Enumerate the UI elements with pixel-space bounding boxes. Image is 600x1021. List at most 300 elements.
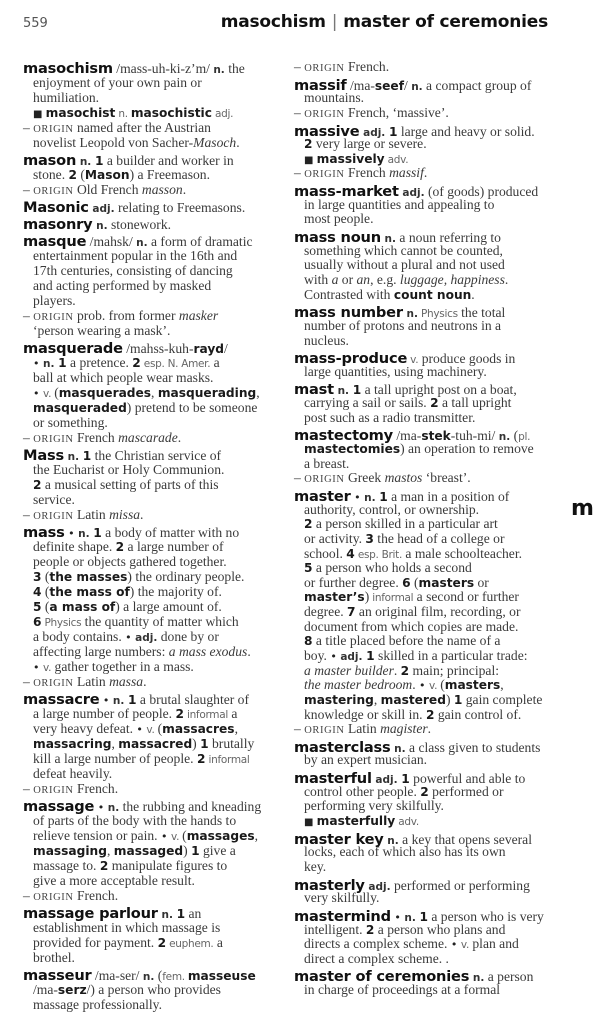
- bold-text: 2: [175, 707, 184, 721]
- italic-text: an: [356, 271, 371, 287]
- definition-text: a male schoolteacher.: [401, 545, 523, 561]
- definition-text: /mass-uh-ki-z’m/: [112, 61, 214, 76]
- definition-text: prob. from former: [73, 308, 179, 323]
- entry-line: [23, 524, 285, 539]
- bold-text: 2: [425, 707, 435, 722]
- bold-text: 6: [33, 615, 42, 629]
- definition-text: /mahss-kuh-: [122, 341, 194, 356]
- definition-text: –: [294, 470, 305, 486]
- usage-label: informal: [369, 592, 414, 605]
- entry-line: [294, 708, 556, 723]
- bold-text: 6: [402, 575, 411, 590]
- origin-label: ORIGIN: [304, 725, 345, 737]
- definition-text: gain control of.: [434, 706, 522, 722]
- definition-text: a large number of: [124, 539, 224, 554]
- entry-line: [294, 952, 556, 967]
- bold-text: master’s: [304, 590, 365, 605]
- definition-text: , e.g.: [370, 271, 400, 287]
- entry-line: [23, 905, 285, 920]
- entry-line: [294, 576, 556, 591]
- usage-label: esp. N. Amer.: [140, 358, 211, 370]
- part-of-speech-label: adj.: [398, 187, 425, 200]
- usage-label: v.: [429, 680, 441, 693]
- definition-text: (: [440, 677, 445, 693]
- definition-text: –: [23, 120, 34, 135]
- definition-text: .: [393, 662, 401, 678]
- bold-text: seef: [374, 78, 404, 93]
- dictionary-entry: [23, 216, 285, 231]
- part-of-speech-label: n.: [78, 528, 94, 540]
- bold-text: 2: [400, 663, 410, 678]
- definition-text: boy.: [304, 647, 331, 663]
- entry-line: [294, 590, 556, 605]
- dictionary-entry: [23, 199, 285, 214]
- definition-text: players.: [33, 293, 76, 308]
- definition-text: /: [224, 341, 228, 356]
- entry-line: [23, 997, 285, 1012]
- definition-text: (: [510, 428, 519, 444]
- definition-text: novelist Leopold von Sacher-: [33, 135, 194, 150]
- bold-text: massaging: [33, 844, 107, 858]
- part-of-speech-label: n.: [63, 451, 83, 463]
- entry-line: [23, 477, 285, 492]
- dictionary-entry: [294, 350, 556, 379]
- definition-text: skilled in a particular trade:: [374, 647, 528, 663]
- definition-text: or something.: [33, 415, 108, 430]
- definition-text: –: [23, 781, 34, 796]
- part-of-speech-label: n.: [43, 358, 59, 370]
- definition-text: definite shape.: [33, 539, 116, 554]
- definition-text: (: [76, 167, 85, 182]
- entry-line: [294, 678, 556, 693]
- bold-text: serz: [57, 983, 87, 997]
- definition-text: –: [23, 507, 34, 522]
- bold-text: masquerading: [157, 386, 257, 400]
- bold-text: the masses: [49, 570, 128, 584]
- definition-text: ) a Freemason.: [129, 167, 210, 182]
- bold-text: 1: [388, 124, 398, 139]
- bold-text: 4: [33, 585, 42, 599]
- dictionary-entry: [23, 340, 285, 445]
- definition-text: a builder and worker in: [103, 153, 234, 168]
- definition-text: service.: [33, 492, 75, 507]
- entry-line: [294, 137, 556, 152]
- entry-line: [294, 649, 556, 664]
- bullet-icon: •: [350, 490, 365, 504]
- headword: massage: [23, 798, 95, 815]
- bullet-icon: •: [450, 938, 461, 952]
- entry-line: [294, 60, 556, 75]
- entry-line: [23, 691, 285, 706]
- usage-label: esp. Brit.: [354, 548, 402, 561]
- origin-label: ORIGIN: [33, 124, 74, 135]
- definition-text: give a more acceptable result.: [33, 873, 195, 888]
- entry-line: [23, 135, 285, 150]
- bold-text: masseuse: [187, 969, 256, 983]
- entry-line: [23, 674, 285, 689]
- definition-text: number of protons and neutrons in a: [304, 317, 502, 333]
- entry-line: [23, 584, 285, 599]
- definition-text: a large number of people.: [33, 706, 176, 721]
- origin-label: ORIGIN: [304, 108, 345, 120]
- origin-label: ORIGIN: [304, 63, 345, 74]
- entry-line: [294, 91, 556, 106]
- definition-text: provided for payment.: [33, 935, 158, 950]
- bold-text: masqueraded: [33, 401, 127, 415]
- bold-text: 2: [157, 936, 167, 950]
- definition-text: –: [294, 59, 305, 74]
- italic-text: a: [331, 271, 339, 287]
- bullet-icon: •: [99, 694, 113, 707]
- definition-text: /) a person who provides: [86, 982, 221, 997]
- dictionary-entry: [294, 877, 556, 906]
- headword: Mass: [23, 447, 64, 464]
- entry-line: [23, 385, 285, 400]
- entry-line: [294, 845, 556, 860]
- dictionary-entry: [294, 908, 556, 967]
- definition-text: give a: [199, 843, 236, 858]
- bold-text: 2: [430, 396, 439, 411]
- origin-label: ORIGIN: [33, 892, 74, 903]
- entry-line: [23, 199, 285, 214]
- definition-text: gain complete: [462, 691, 543, 707]
- definition-text: a form of dramatic: [147, 234, 253, 249]
- entry-line: [294, 908, 556, 923]
- entry-line: [23, 340, 285, 355]
- dictionary-entry: [294, 123, 556, 182]
- entry-line: [294, 183, 556, 201]
- bold-text: 1: [379, 489, 388, 504]
- part-of-speech-label: n.: [136, 237, 148, 249]
- definition-text: authority, control, or ownership.: [304, 501, 480, 517]
- bullet-icon: •: [33, 387, 43, 400]
- entry-line: [23, 766, 285, 781]
- definition-text: an original film, recording, or: [355, 604, 521, 620]
- entry-line: [23, 828, 285, 843]
- italic-text: the master bedroom: [304, 677, 413, 693]
- entry-line: [294, 877, 556, 892]
- bold-text: masochist: [45, 106, 116, 120]
- definition-text: .: [423, 165, 428, 181]
- entry-line: [23, 644, 285, 659]
- definition-text: Latin: [73, 507, 110, 522]
- entry-line: [294, 891, 556, 906]
- definition-text: locks, each of which also has its own: [304, 844, 506, 860]
- entry-line: [294, 860, 556, 875]
- part-of-speech-label: n.: [112, 695, 129, 707]
- dictionary-entry: [294, 770, 556, 829]
- definition-text: a compact group of: [422, 77, 532, 93]
- definition-text: ) the majority of.: [129, 584, 222, 599]
- thumb-index-letter: m: [571, 496, 594, 521]
- entry-line: [294, 334, 556, 349]
- definition-text: –: [294, 165, 305, 181]
- definition-text: /: [404, 77, 412, 93]
- bold-text: 1: [200, 737, 209, 751]
- italic-text: magister: [380, 721, 428, 737]
- dictionary-entry: [294, 488, 556, 737]
- entry-line: [23, 355, 285, 370]
- bold-text: 1: [94, 154, 104, 168]
- definition-text: stonework.: [107, 217, 172, 232]
- definition-text: ,: [500, 677, 504, 693]
- usage-label: adv.: [395, 816, 419, 829]
- definition-text: –: [294, 721, 305, 737]
- entry-line: [294, 605, 556, 620]
- bullet-icon: •: [330, 649, 341, 663]
- part-of-speech-label: n.: [380, 233, 397, 246]
- entry-line: [23, 120, 285, 135]
- entry-line: [294, 365, 556, 380]
- entry-line: [294, 722, 556, 737]
- definition-text: a brutal slaughter of: [136, 692, 250, 707]
- definition-text: French: [73, 430, 119, 445]
- right-column: [294, 60, 556, 1000]
- entry-line: [23, 982, 285, 997]
- definition-text: ) pretend to be someone: [126, 400, 258, 415]
- entry-line: [294, 229, 556, 247]
- headword: mast: [294, 381, 334, 399]
- definition-text: carrying a sail or sails.: [304, 395, 431, 411]
- definition-text: French, ‘massive’.: [344, 104, 449, 120]
- part-of-speech-label: n.: [411, 80, 423, 93]
- entry-line: [294, 212, 556, 227]
- entry-line: [294, 785, 556, 800]
- entry-line: [23, 415, 285, 430]
- entry-line: [23, 248, 285, 263]
- bold-text: massacring: [33, 737, 112, 751]
- entry-line: [294, 471, 556, 486]
- running-head-last-word: master of ceremonies: [343, 12, 548, 32]
- headword: masquerade: [23, 340, 123, 357]
- bold-text: 2: [33, 478, 42, 492]
- entry-line: [294, 123, 556, 138]
- usage-label: adv.: [384, 153, 409, 166]
- italic-text: mascarade: [118, 430, 178, 445]
- dictionary-entry: [23, 967, 285, 1012]
- italic-text: missa: [109, 507, 141, 522]
- entry-line: [23, 888, 285, 903]
- definition-text: massage professionally.: [33, 997, 162, 1012]
- headword: masterly: [294, 876, 365, 894]
- dictionary-entry: [294, 381, 556, 425]
- definition-text: ): [364, 589, 370, 605]
- definition-text: .: [504, 271, 509, 287]
- definition-text: brothel.: [33, 950, 75, 965]
- definition-text: a body of matter with no: [101, 525, 240, 540]
- definition-text: -tuh-mi/: [450, 428, 499, 444]
- entry-line: [294, 620, 556, 635]
- definition-text: or: [338, 271, 357, 287]
- definition-text: ,: [256, 385, 260, 400]
- bold-text: 1: [176, 907, 186, 921]
- entry-line: [23, 629, 285, 644]
- usage-label: v.: [170, 831, 183, 843]
- entry-line: [23, 182, 285, 197]
- definition-text: –: [23, 888, 34, 903]
- definition-text: relieve tension or pain.: [33, 828, 161, 843]
- definition-text: in large quantities and appealing to: [304, 196, 495, 212]
- dictionary-entry: [294, 60, 556, 75]
- origin-label: ORIGIN: [304, 474, 345, 486]
- dictionary-entry: [294, 77, 556, 121]
- definition-text: French: [344, 165, 390, 181]
- bullet-icon: •: [33, 661, 43, 674]
- bold-text: 5: [304, 561, 313, 576]
- entry-line: [294, 198, 556, 213]
- entry-line: [294, 503, 556, 518]
- definition-text: defeat heavily.: [33, 766, 113, 781]
- headword: masque: [23, 233, 87, 250]
- definition-text: a man in a position of: [387, 488, 510, 504]
- definition-text: a tall upright: [438, 395, 512, 411]
- definition-text: a person who holds a second: [312, 560, 472, 576]
- definition-text: the rubbing and kneading: [119, 799, 262, 814]
- bullet-icon: •: [419, 679, 430, 693]
- definition-text: the total: [457, 305, 506, 321]
- bold-text: mastered: [380, 692, 446, 707]
- part-of-speech-label: n.: [107, 802, 120, 814]
- definition-text: ,: [234, 721, 238, 736]
- definition-text: /ma-: [346, 77, 375, 93]
- headword: Masonic: [23, 199, 89, 216]
- definition-text: (: [157, 721, 163, 736]
- definition-text: (: [41, 599, 50, 614]
- definition-text: humiliation.: [33, 90, 100, 105]
- entry-line: [294, 381, 556, 399]
- definition-text: a title placed before the name of a: [312, 633, 501, 649]
- dictionary-entry: [23, 798, 285, 903]
- part-of-speech-label: n.: [402, 308, 418, 321]
- entry-line: [294, 814, 556, 829]
- part-of-speech-label: n.: [383, 834, 399, 847]
- bold-text: 2: [304, 137, 313, 152]
- definition-text: very skilfully.: [304, 890, 380, 906]
- entry-line: [294, 693, 556, 708]
- definition-text: Latin: [344, 721, 381, 737]
- headword: massage parlour: [23, 905, 158, 922]
- italic-text: mastos: [384, 470, 423, 486]
- entry-line: [294, 664, 556, 679]
- definition-text: in charge of proceedings at a formal: [304, 982, 501, 998]
- definition-text: a breast.: [304, 455, 350, 471]
- headword: mass noun: [294, 229, 381, 247]
- definition-text: powerful and able to: [409, 771, 526, 787]
- definition-text: /ma-: [393, 428, 422, 444]
- entry-line: [294, 319, 556, 334]
- definition-text: ): [445, 691, 454, 707]
- entry-line: [23, 614, 285, 629]
- headword: mass-market: [294, 183, 399, 201]
- definition-text: manipulate figures to: [108, 858, 228, 873]
- definition-text: (: [154, 968, 163, 983]
- definition-text: knowledge or skill in.: [304, 706, 426, 722]
- entry-line: [294, 799, 556, 814]
- bold-text: 1: [352, 383, 362, 398]
- square-bullet-icon: ■: [304, 154, 317, 166]
- dictionary-entry: [294, 304, 556, 348]
- definition-text: stone.: [33, 167, 69, 182]
- definition-text: enjoyment of your own pain or: [33, 75, 202, 90]
- entry-line: [23, 920, 285, 935]
- dictionary-entry: [294, 968, 556, 997]
- usage-label: fem.: [162, 971, 188, 983]
- definition-text: with: [304, 271, 332, 287]
- definition-text: Latin: [73, 674, 110, 689]
- definition-text: plan and: [468, 936, 519, 952]
- bold-text: 2: [132, 356, 141, 370]
- definition-text: .: [182, 182, 187, 197]
- running-head-separator: |: [331, 12, 338, 32]
- definition-text: ): [183, 843, 192, 858]
- definition-text: or: [474, 574, 489, 590]
- usage-label: pl.: [518, 431, 531, 444]
- headword: masseur: [23, 967, 92, 984]
- definition-text: a: [213, 935, 223, 950]
- definition-text: a body contains.: [33, 629, 126, 644]
- bold-text: 8: [304, 634, 313, 649]
- bold-text: 1: [366, 648, 375, 663]
- usage-label: v.: [407, 354, 419, 367]
- left-column: [23, 60, 285, 1014]
- entry-line: [23, 843, 285, 858]
- definition-text: (of goods) produced: [424, 184, 539, 200]
- part-of-speech-label: adj.: [364, 880, 391, 893]
- entry-line: [23, 507, 285, 522]
- definition-text: post such as a radio transmitter.: [304, 409, 476, 425]
- definition-text: massage to.: [33, 858, 100, 873]
- entry-line: [294, 442, 556, 457]
- definition-text: ) an operation to remove: [400, 441, 534, 457]
- bullet-icon: •: [125, 631, 136, 644]
- definition-text: an: [185, 906, 202, 921]
- bold-text: rayd: [193, 342, 225, 356]
- bullet-icon: •: [33, 357, 43, 370]
- bold-text: count noun: [393, 287, 472, 302]
- entry-line: [294, 547, 556, 562]
- italic-text: massif: [389, 165, 424, 181]
- entry-line: [23, 967, 285, 982]
- definition-text: usually without a plural and not used: [304, 257, 505, 273]
- definition-text: the Christian service of: [91, 448, 222, 463]
- bold-text: stek: [421, 429, 451, 444]
- entry-line: [294, 244, 556, 259]
- origin-label: ORIGIN: [33, 312, 74, 323]
- entry-line: [294, 288, 556, 303]
- entry-line: [23, 935, 285, 950]
- italic-text: massa: [109, 674, 144, 689]
- bullet-icon: •: [94, 801, 108, 814]
- entry-line: [294, 561, 556, 576]
- headword: massif: [294, 76, 347, 94]
- usage-label: Physics: [417, 308, 458, 321]
- italic-text: luggage, happiness: [399, 271, 505, 287]
- bold-text: masters: [444, 678, 501, 693]
- definition-text: Old French: [73, 182, 142, 197]
- entry-line: [23, 599, 285, 614]
- part-of-speech-label: adj.: [371, 774, 402, 787]
- entry-line: [23, 167, 285, 182]
- origin-label: ORIGIN: [33, 511, 74, 522]
- part-of-speech-label: n.: [157, 909, 177, 921]
- entry-line: [23, 263, 285, 278]
- bold-text: 3: [33, 570, 42, 584]
- entry-line: [294, 77, 556, 92]
- entry-line: [23, 751, 285, 766]
- definition-text: (: [41, 584, 50, 599]
- definition-text: (: [54, 385, 59, 400]
- origin-label: ORIGIN: [33, 434, 74, 445]
